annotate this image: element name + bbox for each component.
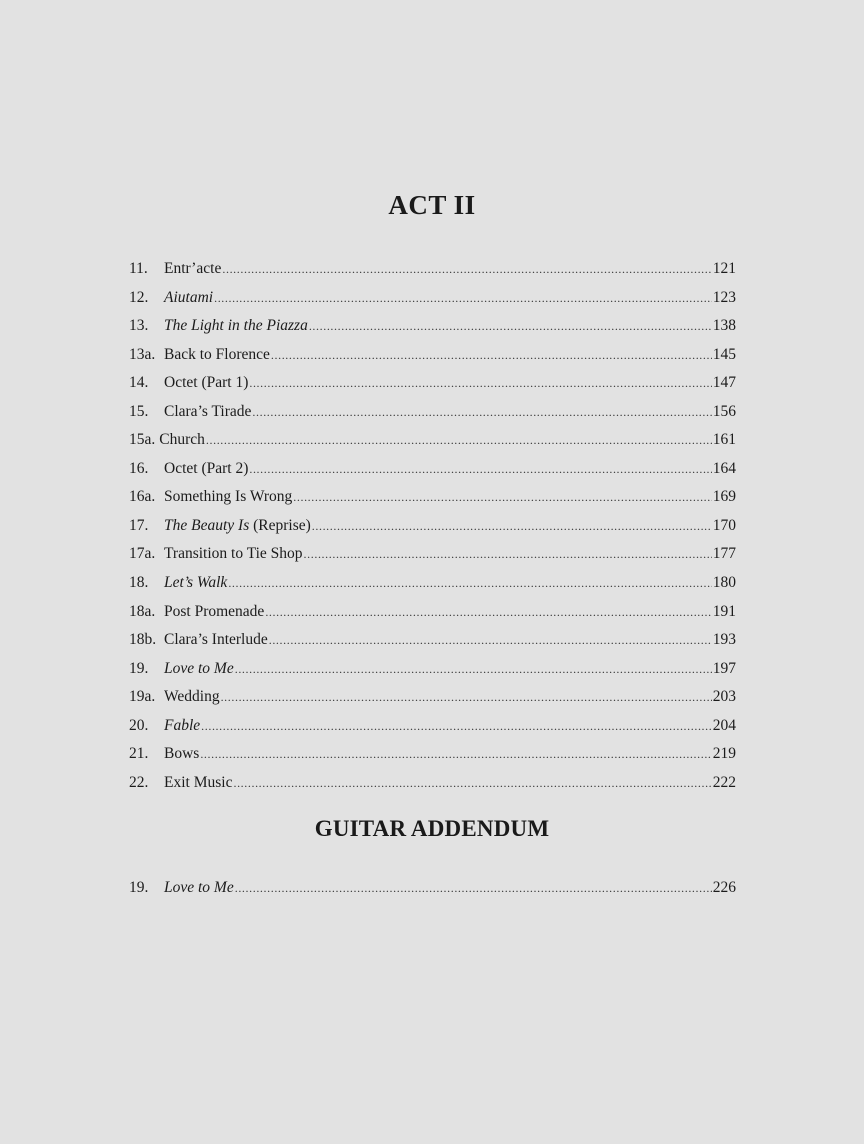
entry-title — [164, 370, 248, 396]
entry-number: 15. — [129, 402, 149, 420]
dot-leader — [269, 627, 712, 653]
entry-title-text: Church — [159, 431, 205, 449]
entry-title-italic: The Light in the Piazza — [164, 317, 308, 335]
toc-entry — [129, 875, 736, 904]
entry-title-text: Post Promenade — [164, 602, 265, 620]
toc-entry — [129, 342, 736, 371]
toc-entry — [129, 399, 736, 428]
entry-title — [164, 627, 268, 653]
entry-page-number: 204 — [712, 716, 736, 734]
entry-number: 19. — [129, 659, 149, 677]
entry-title — [164, 656, 234, 682]
entry-title — [164, 684, 220, 710]
toc-entry — [129, 599, 736, 628]
entry-number: 19a. — [129, 688, 156, 706]
entry-number: 14. — [129, 374, 149, 392]
toc-entry — [129, 427, 736, 456]
dot-leader — [221, 684, 712, 710]
dot-leader — [252, 399, 711, 425]
entry-title — [164, 456, 248, 482]
entry-title — [164, 313, 308, 339]
toc-entry — [129, 741, 736, 770]
entry-number: 22. — [129, 773, 149, 791]
entry-title-italic: The Beauty Is — [164, 516, 250, 534]
entry-page-number: 123 — [712, 288, 736, 306]
entry-title — [164, 342, 270, 368]
entry-title-text: Wedding — [164, 688, 220, 706]
dot-leader — [309, 313, 712, 339]
entry-title-text: Back to Florence — [164, 345, 270, 363]
act-ii-heading: ACT II — [388, 190, 476, 220]
entry-page-number: 226 — [712, 879, 736, 896]
entry-title-text: Entr’acte — [164, 260, 222, 277]
dot-leader — [222, 256, 711, 282]
toc-entry — [129, 627, 736, 656]
entry-title-text: Clara’s Interlude — [164, 631, 268, 649]
toc-entry — [129, 713, 736, 742]
entry-number: 18b. — [129, 631, 157, 649]
entry-number: 17a. — [129, 545, 156, 563]
entry-number: 17. — [129, 516, 149, 534]
entry-page-number: 164 — [712, 459, 736, 477]
entry-title-italic: Aiutami — [164, 288, 214, 306]
entry-page-number: 197 — [712, 659, 736, 677]
dot-leader — [249, 456, 711, 482]
entry-title-text: Exit Music — [164, 773, 233, 791]
entry-number: 16. — [129, 459, 149, 477]
toc-entry — [129, 484, 736, 513]
entry-page-number: 193 — [712, 631, 736, 649]
entry-number: 20. — [129, 716, 149, 734]
entry-title — [164, 713, 200, 739]
entry-page-number: 121 — [712, 260, 736, 277]
guitar-addendum-contents-list — [129, 875, 736, 904]
entry-title-text: Bows — [164, 745, 200, 763]
dot-leader — [235, 875, 712, 901]
entry-number: 11. — [129, 260, 148, 277]
entry-number: 15a. — [129, 431, 156, 449]
entry-number: 18. — [129, 574, 149, 592]
entry-title — [159, 427, 205, 453]
entry-page-number: 203 — [712, 688, 736, 706]
dot-leader — [200, 741, 711, 767]
entry-title — [164, 599, 264, 625]
entry-title — [164, 570, 227, 596]
entry-number: 18a. — [129, 602, 156, 620]
toc-entry — [129, 285, 736, 314]
entry-page-number: 177 — [712, 545, 736, 563]
entry-page-number: 145 — [712, 345, 736, 363]
dot-leader — [293, 484, 711, 510]
entry-title-text: Clara’s Tirade — [164, 402, 252, 420]
toc-entry — [129, 770, 736, 799]
entry-page-number: 156 — [712, 402, 736, 420]
dot-leader — [233, 770, 711, 796]
entry-page-number: 161 — [712, 431, 736, 449]
toc-entry — [129, 656, 736, 685]
toc-entry — [129, 456, 736, 485]
dot-leader — [249, 370, 711, 396]
dot-leader — [206, 427, 712, 453]
dot-leader — [235, 656, 712, 682]
entry-page-number: 138 — [712, 317, 736, 335]
guitar-addendum-heading: GUITAR ADDENDUM — [314, 816, 550, 841]
entry-page-number: 219 — [712, 745, 736, 763]
entry-title-text: (Reprise) — [249, 516, 311, 534]
dot-leader — [201, 713, 712, 739]
entry-title — [164, 484, 292, 510]
dot-leader — [271, 342, 712, 368]
entry-number: 12. — [129, 288, 149, 306]
dot-leader — [312, 513, 712, 539]
toc-entry — [129, 570, 736, 599]
entry-title-text: Octet (Part 2) — [164, 459, 249, 477]
entry-title-italic: Let’s Walk — [164, 574, 228, 592]
entry-page-number: 169 — [712, 488, 736, 506]
entry-number: 16a. — [129, 488, 156, 506]
entry-page-number: 170 — [712, 516, 736, 534]
toc-entry — [129, 684, 736, 713]
entry-title-text: Octet (Part 1) — [164, 374, 249, 392]
dot-leader — [265, 599, 711, 625]
entry-title — [164, 513, 311, 539]
entry-number: 13. — [129, 317, 149, 335]
dot-leader — [228, 570, 711, 596]
entry-title — [164, 541, 303, 567]
toc-entry — [129, 541, 736, 570]
entry-page-number: 147 — [712, 374, 736, 392]
entry-title-text: Transition to Tie Shop — [164, 545, 303, 563]
toc-entry — [129, 370, 736, 399]
toc-entry — [129, 313, 736, 342]
toc-entry — [129, 513, 736, 542]
dot-leader — [304, 541, 712, 567]
entry-title-italic: Fable — [164, 716, 201, 734]
entry-title — [164, 875, 234, 901]
entry-page-number: 191 — [712, 602, 736, 620]
entry-title-text: Something Is Wrong — [164, 488, 293, 506]
entry-number: 19. — [129, 879, 149, 896]
entry-title — [164, 256, 221, 282]
entry-title — [164, 285, 213, 311]
entry-title — [164, 399, 251, 425]
dot-leader — [214, 285, 712, 311]
toc-entry — [129, 256, 736, 285]
entry-title-italic: Love to Me — [164, 659, 234, 677]
entry-title — [164, 741, 199, 767]
entry-number: 13a. — [129, 345, 156, 363]
entry-title-italic: Love to Me — [164, 879, 234, 896]
entry-page-number: 222 — [712, 773, 736, 791]
entry-number: 21. — [129, 745, 149, 763]
entry-page-number: 180 — [712, 574, 736, 592]
act-ii-contents-list — [129, 256, 736, 798]
entry-title — [164, 770, 232, 796]
